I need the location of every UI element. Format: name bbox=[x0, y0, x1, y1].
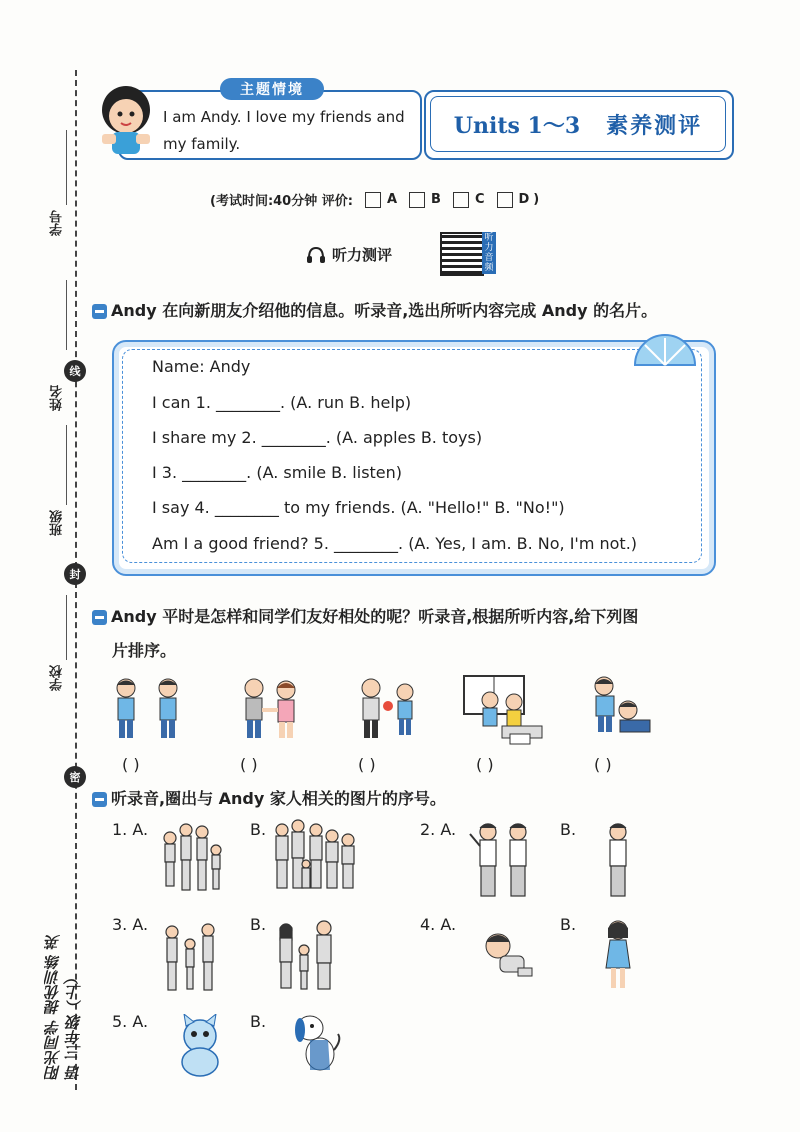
question-marker-icon bbox=[92, 792, 107, 807]
school-label: 学校 bbox=[50, 665, 65, 691]
option-4a[interactable]: 4. A. bbox=[420, 915, 457, 934]
picture-shaking-hands bbox=[236, 676, 306, 746]
picture-sharing-apple bbox=[355, 676, 425, 746]
option-3a[interactable]: 3. A. bbox=[112, 915, 149, 934]
grade-b: B bbox=[431, 192, 441, 207]
student-no-label: 学号 bbox=[50, 210, 65, 236]
picture-girl-standing bbox=[598, 916, 638, 996]
option-1a[interactable]: 1. A. bbox=[112, 820, 149, 839]
question-marker-icon bbox=[92, 610, 107, 625]
q1-instruction: Andy 在向新朋友介绍他的信息。听录音,选出所听内容完成 Andy 的名片。 bbox=[92, 298, 657, 321]
picture-family-three-a bbox=[158, 918, 224, 996]
order-blank-4[interactable]: ( ) bbox=[476, 755, 494, 774]
title-units: Units 1～3 bbox=[453, 112, 581, 139]
cut-mark-line: 线 bbox=[64, 360, 86, 382]
name-label: 姓名 bbox=[50, 385, 65, 411]
student-no-blank bbox=[66, 130, 67, 205]
question-marker-icon bbox=[92, 304, 107, 319]
grade-d: D bbox=[518, 192, 530, 207]
card-line-4: I say 4. ________ to my friends. (A. "Hello!" B. "No!") bbox=[152, 498, 565, 517]
grade-checkbox-d[interactable] bbox=[497, 192, 513, 208]
card-line-5: Am I a good friend? 5. ________. (A. Yes, I am. B. No, I'm not.) bbox=[152, 534, 638, 553]
order-blank-3[interactable]: ( ) bbox=[358, 755, 376, 774]
picture-two-kids-greeting bbox=[108, 676, 188, 746]
option-2b[interactable]: B. bbox=[560, 820, 577, 839]
picture-baby-crawling bbox=[478, 928, 538, 982]
card-name-line: Name: Andy bbox=[152, 357, 251, 376]
q3-instruction: 听录音,圈出与 Andy 家人相关的图片的序号。 bbox=[92, 786, 446, 809]
name-blank bbox=[66, 280, 67, 350]
grade-checkbox-b[interactable] bbox=[409, 192, 425, 208]
option-5b[interactable]: B. bbox=[250, 1012, 267, 1031]
picture-family-four bbox=[158, 820, 228, 898]
picture-two-men-pointing bbox=[466, 820, 536, 900]
card-line-1: I can 1. ________. (A. run B. help) bbox=[152, 393, 412, 412]
cut-mark-seal: 封 bbox=[64, 563, 86, 585]
exam-info-prefix: (考试时间:40分钟 评价: bbox=[210, 194, 353, 209]
qr-code-icon[interactable] bbox=[440, 232, 484, 276]
class-blank bbox=[66, 425, 67, 505]
picture-helping-friend-up bbox=[584, 674, 664, 744]
q2-instruction-1: Andy 平时是怎样和同学们友好相处的呢？听录音,根据所听内容,给下列图 bbox=[92, 604, 638, 627]
title-cn: 素养测评 bbox=[606, 113, 703, 139]
option-2a[interactable]: 2. A. bbox=[420, 820, 457, 839]
scene-text: I am Andy. I love my friends and my family. bbox=[163, 108, 405, 153]
picture-dog bbox=[288, 1010, 344, 1080]
picture-big-family bbox=[270, 816, 360, 896]
grade-c: C bbox=[474, 192, 485, 207]
option-3b[interactable]: B. bbox=[250, 915, 267, 934]
cut-mark-secret: 密 bbox=[64, 766, 86, 788]
brand-logo: 阳光同学 提优训练 英语 三年级（上） bbox=[44, 934, 83, 1080]
section-title: 听力测评 bbox=[332, 246, 393, 264]
order-blank-5[interactable]: ( ) bbox=[594, 755, 612, 774]
q2-instruction-2: 片排序。 bbox=[112, 641, 177, 660]
picture-cat bbox=[170, 1014, 234, 1080]
section-heading bbox=[306, 244, 392, 265]
qr-label: 听力音频 bbox=[482, 232, 496, 274]
exam-info-suffix: ) bbox=[533, 192, 540, 207]
order-blank-2[interactable]: ( ) bbox=[240, 755, 258, 774]
grade-checkbox-c[interactable] bbox=[453, 192, 469, 208]
picture-one-man bbox=[598, 820, 638, 900]
name-card-inner bbox=[122, 349, 702, 563]
option-5a[interactable]: 5. A. bbox=[112, 1012, 149, 1031]
scene-tag: 主题情境 bbox=[220, 78, 324, 100]
class-label: 班级 bbox=[50, 510, 65, 536]
grade-a: A bbox=[386, 192, 398, 207]
picture-classroom-help bbox=[462, 674, 554, 746]
grade-checkbox-a[interactable] bbox=[365, 192, 381, 208]
card-line-3: I 3. ________. (A. smile B. listen) bbox=[152, 463, 403, 482]
picture-family-three-b bbox=[270, 916, 340, 996]
orange-slice-icon bbox=[630, 330, 700, 370]
title-inner bbox=[430, 96, 726, 152]
girl-avatar-icon bbox=[88, 80, 164, 160]
school-blank bbox=[66, 595, 67, 660]
headphones-icon bbox=[306, 246, 326, 264]
order-blank-1[interactable]: ( ) bbox=[122, 755, 140, 774]
exam-info bbox=[210, 190, 539, 209]
option-4b[interactable]: B. bbox=[560, 915, 577, 934]
card-line-2: I share my 2. ________. (A. apples B. toys) bbox=[152, 428, 483, 447]
option-1b[interactable]: B. bbox=[250, 820, 267, 839]
